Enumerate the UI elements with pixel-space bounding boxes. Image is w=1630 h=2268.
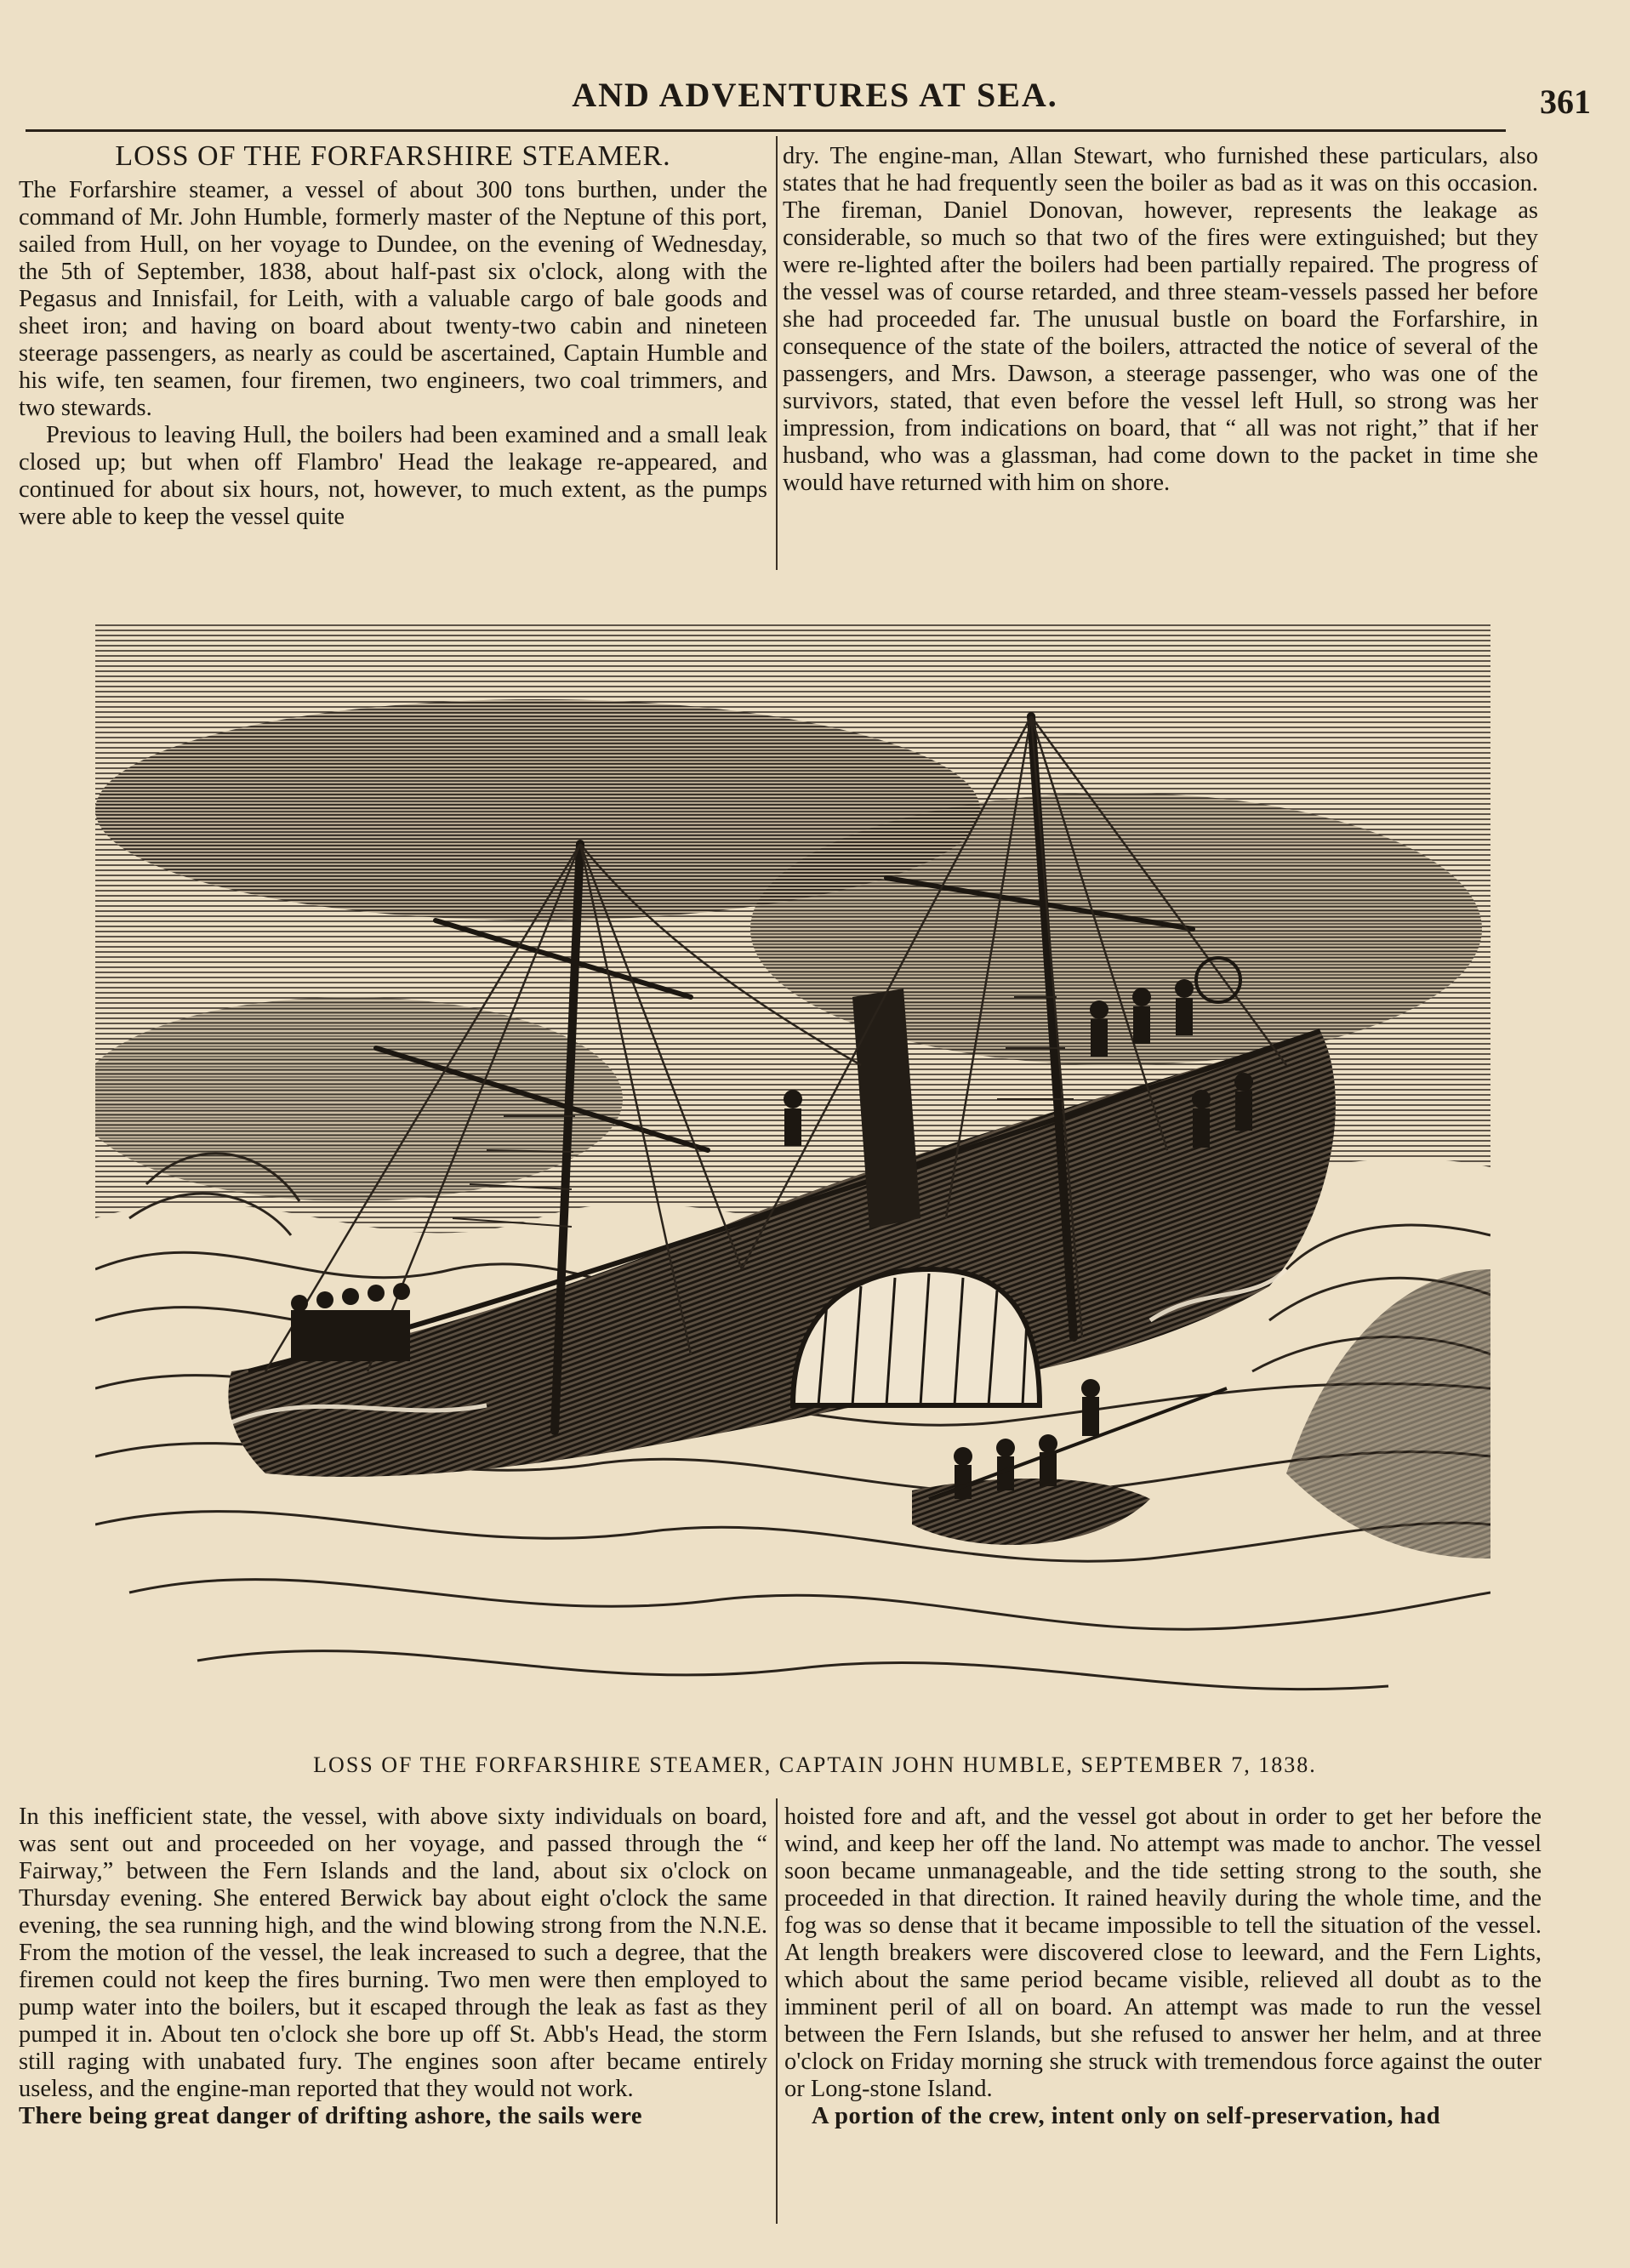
header-rule	[26, 129, 1506, 132]
article-title: LOSS OF THE FORFARSHIRE STEAMER.	[115, 140, 671, 172]
paragraph: The Forfarshire steamer, a vessel of about 300 tons burthen, under the command of Mr. John Humble, formerly master of the Neptune of this port, sailed from Hull, on her voyage to Dundee, on the evening of Wednesday, the 5th of September, 1838, about half-past six o'clock, along with the Pegasus and Innisfail, for Leith, with a valuable cargo of bale goods and sheet iron; and having on board about twenty-two cabin and nineteen steerage passengers, as nearly as could be ascertained, Captain Humble and his wife, ten seamen, four firemen, two engineers, two coal trimmers, and two stewards.	[19, 177, 767, 421]
bottom-right-column	[784, 1804, 1542, 2130]
bottom-left-column	[19, 1804, 767, 2130]
top-right-column	[783, 143, 1538, 497]
column-divider-top	[776, 136, 778, 570]
paragraph: Previous to leaving Hull, the boilers had been examined and a small leak closed up; but when off Flambro' Head the leakage re-appeared, and continued for about six hours, not, however, to much extent, as the pumps were able to keep the vessel quite	[19, 422, 767, 530]
paragraph: hoisted fore and aft, and the vessel got about in order to get her before the wind, and keep her off the land. No attempt was made to anchor. The vessel soon became unmanageable, and the tide setting strong to the south, she proceeded in that direction. It rained heavily during the whole time, and the fog was so dense that it became impossible to tell the situation of the vessel. At length breakers were discovered close to leeward, and the Fern Lights, which about the same period became visible, relieved all doubt as to the imminent peril of all on board. An attempt was made to run the vessel between the Fern Islands, but she refused to answer her helm, and at three o'clock on Friday morning she struck with tremendous force against the outer or Long-stone Island.	[784, 1804, 1542, 2102]
paragraph-last-line: There being great danger of drifting ashore, the sails were	[19, 2103, 642, 2129]
shipwreck-engraving-icon	[95, 623, 1490, 1729]
column-divider-bottom	[776, 1798, 778, 2224]
figure-caption: LOSS OF THE FORFARSHIRE STEAMER, CAPTAIN JOHN HUMBLE, SEPTEMBER 7, 1838.	[313, 1752, 1317, 1777]
running-title: AND ADVENTURES AT SEA.	[572, 76, 1058, 114]
paragraph-last-line: A portion of the crew, intent only on self-preservation, had	[812, 2103, 1441, 2129]
paragraph: dry. The engine-man, Allan Stewart, who furnished these particulars, also states that he had frequently seen the boiler as bad as it was on this occasion. The fireman, Daniel Donovan, however, represents the leakage as considerable, so much so that two of the fires were extinguished; but they were re-lighted after the boilers had been partially repaired. The progress of the vessel was of course retarded, and three steam-vessels passed her before she had proceeded far. The unusual bustle on board the Forfarshire, in consequence of the state of the boilers, attracted the notice of several of the passengers, and Mrs. Dawson, a steerage passenger, who was one of the survivors, stated, that even before the vessel left Hull, so strong was her impression, from indications on board, that “ all was not right,” that if her husband, who was a glassman, had come down to the packet in time she would have returned with him on shore.	[783, 143, 1538, 496]
paragraph: In this inefficient state, the vessel, with above sixty individuals on board, was sent out and proceeded on her voyage, and passed through the “ Fairway,” between the Fern Islands and the land, about six o'clock on Thursday evening. She entered Berwick bay about eight o'clock the same evening, the sea running high, and the wind blowing strong from the N.N.E. From the motion of the vessel, the leak increased to such a degree, that the firemen could not keep the fires burning. Two men were then employed to pump water into the boilers, but it escaped through the leak as fast as they pumped it in. About ten o'clock she bore up off St. Abb's Head, the storm still raging with unabated fury. The engines soon after became entirely useless, and the engine-man reported that they would not work.	[19, 1804, 767, 2102]
page-number: 361	[1540, 83, 1591, 121]
top-left-column	[19, 140, 767, 531]
